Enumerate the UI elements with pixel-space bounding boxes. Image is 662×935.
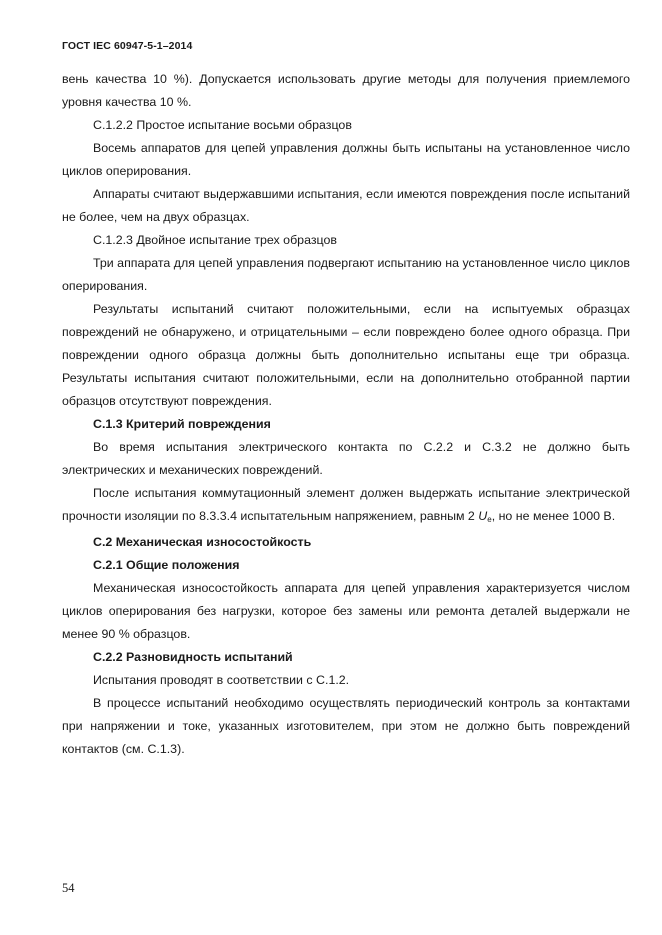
subsection-title: С.1.2.2 Простое испытание восьми образцов — [93, 118, 352, 132]
paragraph: Испытания проводят в соответствии с С.1.2. — [93, 673, 350, 687]
document-body — [62, 68, 630, 761]
document-header: ГОСТ IEC 60947-5-1–2014 — [62, 40, 193, 52]
paragraph: Механическая износостойкость аппарата для цепей управления характеризуется числом циклов оперирования без нагрузки, которое без замены или ремонта деталей выдержали не менее 90 % образцов. — [62, 581, 630, 641]
paragraph: В процессе испытаний необходимо осуществлять периодический контроль за контактами при напряжении и токе, указанных изготовителем, при этом не должно быть повреждений контактов (см. С.1.3). — [62, 696, 630, 756]
paragraph: вень качества 10 %). Допускается использовать другие методы для получения приемлемого уровня качества 10 %. — [62, 72, 630, 109]
section-heading: С.1.3 Критерий повреждения — [93, 417, 271, 431]
paragraph: Аппараты считают выдержавшими испытания, если имеются повреждения после испытаний не более, чем на двух образцах. — [62, 187, 630, 224]
voltage-subscript: e — [487, 515, 492, 524]
section-heading: С.2 Механическая износостойкость — [93, 535, 312, 549]
page-number: 54 — [62, 881, 75, 895]
paragraph: Результаты испытаний считают положительными, если на испытуемых образцах повреждений не обнаружено, и отрицательными – если повреждено более одного образца. При повреждении одного образца должны быть дополнительно испытаны еще три образца. Результаты испытания считают положительными, если на дополнительно отобранной партии образцов отсутствуют повреждения. — [62, 302, 630, 408]
paragraph — [62, 482, 630, 531]
paragraph: Три аппарата для цепей управления подвергают испытанию на установленное число циклов оперирования. — [62, 256, 630, 293]
paragraph: Во время испытания электрического контакта по С.2.2 и С.3.2 не должно быть электрических и механических повреждений. — [62, 440, 630, 477]
subsection-title: С.1.2.3 Двойное испытание трех образцов — [93, 233, 337, 247]
paragraph-text: , но не менее 1000 В. — [491, 509, 616, 523]
voltage-symbol: U — [478, 509, 488, 523]
section-heading: С.2.2 Разновидность испытаний — [93, 650, 293, 664]
paragraph-text: После испытания коммутационный элемент должен выдержать испытание электрической прочности изоляции по 8.3.3.4 испытательным напряжением, равным 2 — [62, 486, 630, 523]
paragraph: Восемь аппаратов для цепей управления должны быть испытаны на установленное число циклов оперирования. — [62, 141, 630, 178]
section-heading: С.2.1 Общие положения — [93, 558, 240, 572]
